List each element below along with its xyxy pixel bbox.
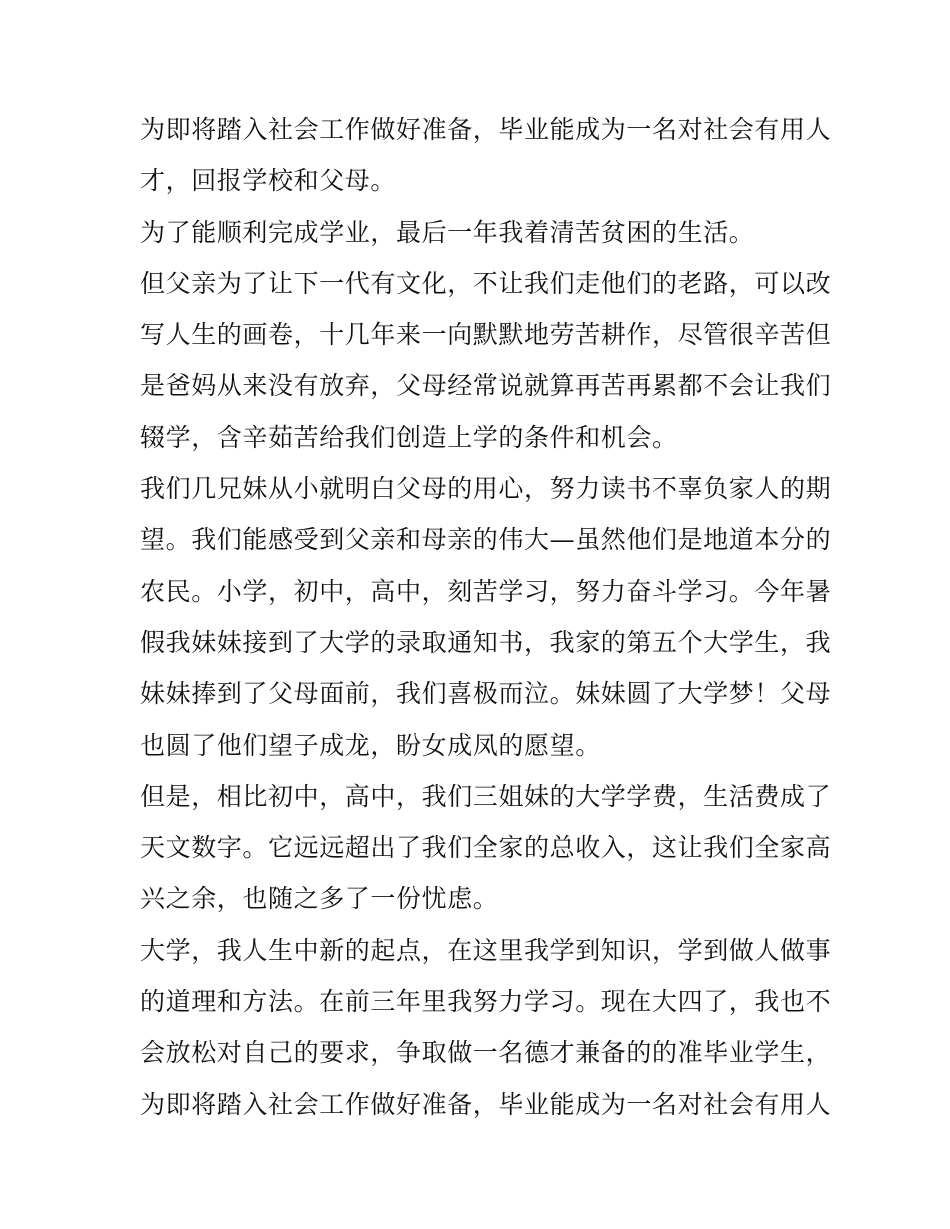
text-line: 才，回报学校和父母。	[140, 166, 397, 196]
text-line: 妹妹捧到了父母面前，我们喜极而泣。妹妹圆了大学梦！父母	[140, 679, 832, 709]
text-line: 农民。小学，初中，高中，刻苦学习，努力奋斗学习。今年暑	[140, 576, 832, 606]
text-line: 望。我们能感受到父亲和母亲的伟大—虽然他们是地道本分的	[140, 525, 832, 555]
text-line: 会放松对自己的要求，争取做一名德才兼备的的准毕业学生，	[140, 1038, 832, 1068]
text-line: 大学，我人生中新的起点，在这里我学到知识，学到做人做事	[140, 935, 832, 965]
text-line: 为了能顺利完成学业，最后一年我着清苦贫困的生活。	[140, 217, 755, 247]
text-line: 我们几兄妹从小就明白父母的用心，努力读书不辜负家人的期	[140, 474, 832, 504]
text-line: 假我妹妹接到了大学的录取通知书，我家的第五个大学生，我	[140, 627, 832, 657]
text-line: 也圆了他们望子成龙，盼女成凤的愿望。	[140, 730, 601, 760]
document-body	[140, 104, 832, 1130]
text-line: 为即将踏入社会工作做好准备，毕业能成为一名对社会有用人	[140, 1089, 832, 1119]
text-line: 但是，相比初中，高中，我们三姐妹的大学学费，生活费成了	[140, 781, 832, 811]
text-line: 天文数字。它远远超出了我们全家的总收入，这让我们全家高	[140, 833, 832, 863]
text-line: 是爸妈从来没有放弃，父母经常说就算再苦再累都不会让我们	[140, 371, 832, 401]
text-line: 兴之余，也随之多了一份忧虑。	[140, 884, 499, 914]
text-line: 辍学，含辛茹苦给我们创造上学的条件和机会。	[140, 422, 678, 452]
text-line: 为即将踏入社会工作做好准备，毕业能成为一名对社会有用人	[140, 115, 832, 144]
text-line: 写人生的画卷，十几年来一向默默地劳苦耕作，尽管很辛苦但	[140, 320, 832, 350]
text-line: 但父亲为了让下一代有文化，不让我们走他们的老路，可以改	[140, 268, 832, 298]
text-line: 的道理和方法。在前三年里我努力学习。现在大四了，我也不	[140, 987, 832, 1017]
